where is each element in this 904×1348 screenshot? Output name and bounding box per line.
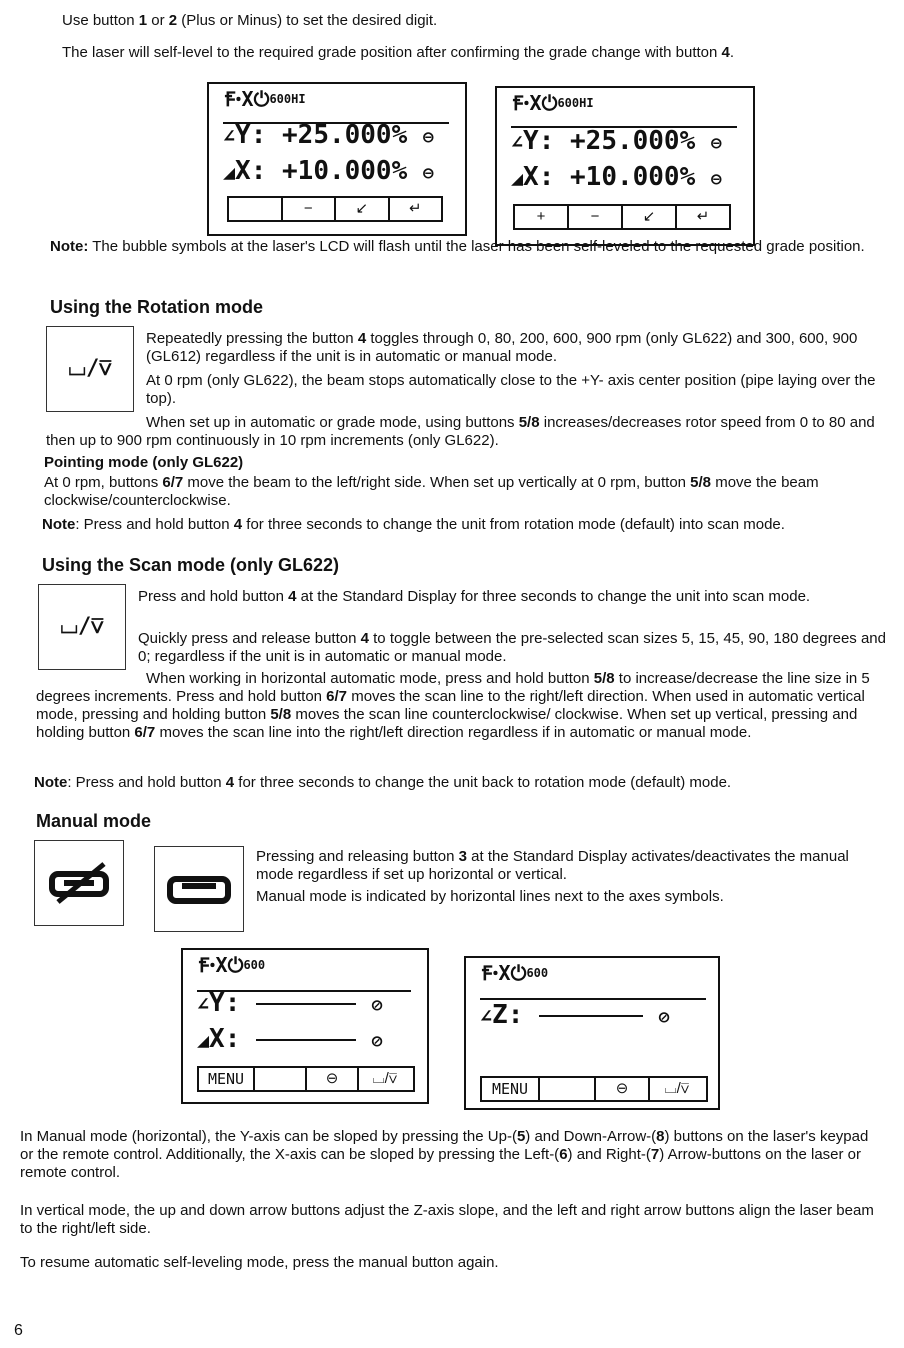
pointing-mode-heading: Pointing mode (only GL622)	[44, 454, 244, 471]
button-ref: 5/8	[593, 670, 615, 687]
lock-icon: ꞘꞏX	[199, 953, 228, 977]
text: Pressing and releasing button	[256, 848, 459, 865]
button-ref: 6/7	[326, 688, 348, 705]
text: moves the scan line to the right/left direction. When used in automatic vertical mode, pressing and holding button	[36, 688, 865, 723]
status-text: 600	[243, 958, 266, 972]
button-ref: 7	[650, 1146, 660, 1163]
rotation-p1	[146, 330, 898, 366]
button-ref: 6/7	[162, 474, 184, 491]
x-value: +10.000%	[282, 156, 408, 186]
text: increases/decreases rotor speed from 0 to 80 and then up to 900 rpm continuously in 10 rpm increments (only GL622).	[46, 414, 875, 449]
manual-active-icon	[34, 840, 124, 926]
bubble-icon	[164, 869, 234, 909]
lcd-y-row	[197, 988, 383, 1018]
lcd-softkey-enter[interactable]: ↵	[408, 200, 422, 217]
y-axis-icon: ∠	[197, 992, 210, 1016]
manual-icon: ⊘	[658, 1007, 670, 1028]
lcd-softkey-minus[interactable]: −	[283, 198, 337, 220]
lcd-y-row	[511, 126, 722, 156]
lcd-softkey-manual[interactable]	[596, 1078, 650, 1100]
button-ref: 4	[721, 44, 730, 61]
lcd-softkey-plus[interactable]: +	[515, 206, 569, 228]
manual-icon: ⊘	[371, 995, 383, 1016]
scan-mode-icon	[38, 584, 126, 670]
scan-p3	[36, 670, 888, 742]
lcd-button-bar	[480, 1076, 708, 1102]
lcd-softkey-empty[interactable]	[255, 1068, 307, 1090]
rotation-p4	[44, 474, 896, 510]
text: to increase/decrease the line size in 5 degrees increments. Press and hold button	[36, 670, 870, 705]
lcd-grade-right	[495, 86, 755, 246]
text: The laser will self-level to the required grade position after confirming the grade change with button	[62, 44, 722, 61]
note-label: Note	[42, 516, 76, 533]
text: ) and Right-(	[567, 1146, 651, 1163]
section-heading-rotation: Using the Rotation mode	[50, 297, 263, 317]
text: .	[729, 44, 735, 61]
lcd-manual-horizontal	[181, 948, 429, 1104]
rotation-icon: ⏻	[227, 953, 244, 977]
scan-note	[34, 774, 886, 792]
manual-icon: ⊘	[371, 1031, 383, 1052]
lcd-button-bar	[227, 196, 443, 222]
button-ref: 4	[360, 630, 369, 647]
button-ref: 2	[168, 12, 178, 29]
rotation-p2: At 0 rpm (only GL622), the beam stops automatically close to the +Y- axis center position (pipe laying over the top).	[146, 372, 876, 407]
z-axis-icon: ∠	[480, 1004, 493, 1028]
y-axis-icon: ∠	[511, 130, 524, 154]
scan-icon-label: ⌴/⊽	[60, 614, 104, 639]
intro-line-1	[62, 12, 882, 30]
x-label: X:	[209, 1024, 241, 1054]
status-text: 600	[526, 966, 549, 980]
status-text: 600HI	[269, 92, 306, 106]
bubble-icon: ⊖	[710, 133, 722, 154]
section-heading-manual: Manual mode	[36, 811, 152, 831]
lcd-button-bar	[513, 204, 731, 230]
button-ref: 6	[559, 1146, 568, 1163]
lcd-x-row	[511, 162, 722, 192]
bubble-icon: ⊖	[422, 163, 434, 184]
lcd-status-line	[225, 87, 306, 111]
y-value: +25.000%	[570, 126, 696, 156]
footer-p2: In vertical mode, the up and down arrow buttons adjust the Z-axis slope, and the left and right arrow buttons align the laser beam to the right/left side.	[20, 1202, 874, 1237]
x-value: +10.000%	[570, 162, 696, 192]
text: : Press and hold button	[67, 774, 226, 791]
manual-line	[256, 1039, 356, 1041]
text: ) and Down-Arrow-(	[525, 1128, 657, 1145]
z-label: Z:	[492, 1000, 524, 1030]
y-value: +25.000%	[282, 120, 408, 150]
x-axis-icon: ◢	[197, 1028, 210, 1052]
note-grade	[50, 238, 900, 256]
text: move the beam clockwise/counterclockwise.	[44, 474, 819, 509]
scan-p2	[138, 630, 890, 666]
button-ref: 5/8	[270, 706, 292, 723]
text: Quickly press and release button	[138, 630, 361, 647]
manual-line	[256, 1003, 356, 1005]
x-axis-icon: ◢	[511, 166, 524, 190]
lcd-softkey-rotation[interactable]: ⌴/⊽	[372, 1070, 398, 1087]
intro-line-2	[62, 44, 892, 62]
text: Press and hold button	[138, 588, 289, 605]
footer-p3: To resume automatic self-leveling mode, press the manual button again.	[20, 1254, 499, 1271]
lcd-z-row	[480, 1000, 670, 1030]
text: at the Standard Display for three seconds to change the unit into scan mode.	[296, 588, 811, 605]
scan-p1	[138, 588, 890, 606]
manual-inactive-icon	[154, 846, 244, 932]
rotation-mode-icon	[46, 326, 134, 412]
status-text: 600HI	[557, 96, 594, 110]
text: : Press and hold button	[75, 516, 234, 533]
y-label: Y:	[209, 988, 241, 1018]
rotation-icon: ⏻	[510, 961, 527, 985]
text: (Plus or Minus) to set the desired digit.	[177, 12, 438, 29]
rotation-icon-label: ⌴/⊽	[68, 356, 112, 381]
lcd-softkey-cancel[interactable]: ↙	[623, 206, 677, 228]
text: moves the scan line into the right/left direction regardless if in automatic or manual mode.	[155, 724, 752, 741]
text: for three seconds to change the unit from rotation mode (default) into scan mode.	[242, 516, 785, 533]
lcd-grade-left	[207, 82, 467, 236]
lcd-x-row	[197, 1024, 383, 1054]
lcd-softkey-empty[interactable]	[540, 1078, 596, 1100]
lock-icon: ꞘꞏX	[513, 91, 542, 115]
x-axis-icon: ◢	[223, 160, 236, 184]
text: ) buttons on the laser's keypad or the remote control. Additionally, the X-axis can be sloped by pressing the Left-(	[20, 1128, 869, 1163]
manual-line	[539, 1015, 643, 1017]
text: at the Standard Display activates/deactivates the manual mode regardless if set up horizontal or vertical.	[256, 848, 849, 883]
text: At 0 rpm, buttons	[44, 474, 163, 491]
text: When working in horizontal automatic mode, press and hold button	[146, 670, 594, 687]
button-ref: 4	[225, 774, 235, 791]
button-ref: 1	[138, 12, 148, 29]
text: ) Arrow-buttons on the laser or remote control.	[20, 1146, 862, 1181]
lcd-softkey-enter[interactable]: ↵	[696, 208, 710, 225]
button-ref: 8	[656, 1128, 665, 1145]
text: In Manual mode (horizontal), the Y-axis can be sloped by pressing the Up-(	[20, 1128, 517, 1145]
rotation-icon: ⏻	[541, 91, 558, 115]
button-ref: 5	[516, 1128, 526, 1145]
rotation-p3	[46, 414, 896, 450]
lcd-status-line	[513, 91, 594, 115]
manual-crossed-bubble-icon	[44, 858, 114, 908]
note-label: Note:	[50, 238, 89, 255]
lock-icon: ꞘꞏX	[225, 87, 254, 111]
footer-p1	[20, 1128, 880, 1182]
text: The bubble symbols at the laser's LCD will flash until the laser has been self-leveled to the requested grade position.	[88, 238, 865, 255]
y-label: Y:	[235, 120, 267, 150]
button-ref: 4	[357, 330, 367, 347]
section-heading-scan: Using the Scan mode (only GL622)	[42, 555, 340, 575]
note-label: Note	[34, 774, 68, 791]
x-label: X:	[523, 162, 555, 192]
lcd-y-row	[223, 120, 434, 150]
bubble-icon: ⊖	[710, 169, 722, 190]
lcd-status-line	[482, 961, 549, 985]
text: Repeatedly pressing the button	[146, 330, 358, 347]
page-number: 6	[14, 1322, 23, 1339]
lcd-manual-vertical	[464, 956, 720, 1110]
manual-p1	[256, 848, 886, 884]
y-label: Y:	[523, 126, 555, 156]
rotation-icon: ⏻	[253, 87, 270, 111]
bubble-icon: ⊖	[422, 127, 434, 148]
lcd-softkey-rotation[interactable]: ⌴/⊽	[664, 1080, 690, 1097]
lcd-softkey-minus[interactable]: −	[569, 206, 623, 228]
text: or	[147, 12, 169, 29]
lcd-softkey-manual[interactable]	[307, 1068, 359, 1090]
bubble-icon: ⊖	[325, 1070, 339, 1087]
text: moves the scan line counterclockwise/ clockwise. When set up vertical, pressing and holding button	[36, 706, 858, 741]
text: toggles through 0, 80, 200, 600, 900 rpm (only GL622) and 300, 600, 900 (GL612) regardless if the unit is in automatic or manual mode.	[146, 330, 858, 365]
button-ref: 4	[288, 588, 297, 605]
manual-p2: Manual mode is indicated by horizontal lines next to the axes symbols.	[256, 888, 724, 905]
text: Use button	[62, 12, 139, 29]
button-ref: 6/7	[134, 724, 156, 741]
text: to toggle between the pre-selected scan sizes 5, 15, 45, 90, 180 degrees and 0; regardless if the unit is in automatic or manual mode.	[138, 630, 886, 665]
lcd-softkey-cancel[interactable]: ↙	[336, 198, 390, 220]
lcd-menu-button[interactable]: MENU	[482, 1078, 540, 1100]
lock-icon: ꞘꞏX	[482, 961, 511, 985]
lcd-softkey-1[interactable]	[229, 198, 283, 220]
text: for three seconds to change the unit back to rotation mode (default) mode.	[234, 774, 732, 791]
lcd-status-line	[199, 953, 266, 977]
rotation-note	[42, 516, 898, 534]
text: When set up in automatic or grade mode, using buttons	[146, 414, 519, 431]
button-ref: 5/8	[518, 414, 540, 431]
x-label: X:	[235, 156, 267, 186]
y-axis-icon: ∠	[223, 124, 236, 148]
bubble-icon: ⊖	[615, 1080, 629, 1097]
button-ref: 4	[233, 516, 243, 533]
lcd-x-row	[223, 156, 434, 186]
lcd-menu-button[interactable]: MENU	[199, 1068, 255, 1090]
button-ref: 3	[458, 848, 467, 865]
button-ref: 5/8	[690, 474, 712, 491]
text: move the beam to the left/right side. When set up vertically at 0 rpm, button	[183, 474, 691, 491]
lcd-button-bar	[197, 1066, 415, 1092]
